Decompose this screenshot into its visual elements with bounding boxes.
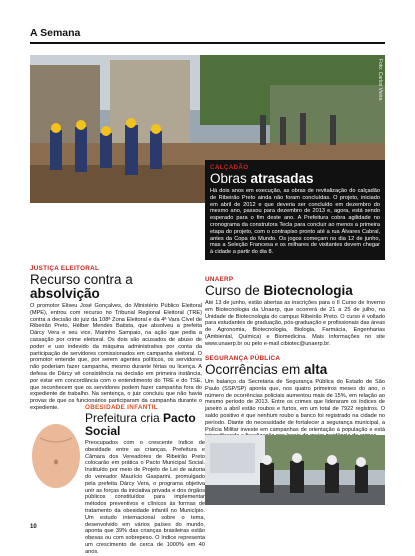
obesidade-kicker: OBESIDADE INFANTIL xyxy=(85,404,158,411)
child-belly-photo xyxy=(30,418,82,490)
obesidade-body: Preocupados com o crescente índice de obesidade entre as crianças, Prefeitura e Câmara dos Vereadores de Ribeirão Preto colocarão em prática o Pacto Municipal Social. Instituído por meio de Projeto de Lei de autoria do vereador Maurício Gasparini, promulgado pela prefeita Dárcy Vera, o programa objetiva unir as forças da iniciativa privada e dos órgãos públicos constituídos para implementar métodos preventivos e clínicos às formas de tratamento da obesidade infantil no Município. Um estudo internacional sobre o tema, desenvolvido em vários países do mundo, aponta que 39% das crianças brasileiras estão obesas ou com sobrepeso. O índice representa um crescimento de cerca de 1000% em 40 anos. xyxy=(85,440,205,555)
police-motorcycle-photo xyxy=(205,435,385,505)
unaerp-title: Curso de Biotecnologia xyxy=(205,283,353,298)
seguranca-title: Ocorrências em alta xyxy=(205,362,328,377)
obesidade-article xyxy=(85,404,205,556)
unaerp-body: Até 13 de junho, estão abertas as inscrições para o II Curso de Inverno em Biotecnologia da Unaerp, que ocorrerá de 21 a 25 de julho, na Unidade de Biotecnologia do campus Ribeirão Preto. O curso é voltado para estudantes de graduação, pós-graduação e profissionais das áreas de Agronomia, Biotecnologia, Biologia, Farmácia, Engenharias (Ambiental, Química) e Biomedicina. Mais informações no site www.unaerp.br ou pelo e-mail cibiotec@unaerp.br. xyxy=(205,300,385,347)
justica-kicker: JUSTIÇA ELEITORAL xyxy=(30,265,100,272)
calcadao-article xyxy=(205,160,385,260)
unaerp-kicker: UNAERP xyxy=(205,276,234,283)
section-title: A Semana xyxy=(30,27,81,39)
justica-body: O promotor Eliseu José Gonçalves, do Ministério Público Eleitoral (MPE), entrou com recurso no Tribunal Regional Eleitoral (TRE) contra a decisão do juiz da 108ª Zona Eleitoral e da 4ª Vara Cível de Ribeirão Preto, Hélber Mendes Batista, que absolveu a prefeita Dárcy Vera e seu vice, Marinho Sampaio, na ação que pedia a cassação por crime eleitoral. Os dois são acusados de abuso de poder e uso indevido da máquina administrativa por conta da participação de servidores comissionados em campanha eleitoral. O promotor entende que, por serem agentes políticos, os servidores não poderiam fazer campanha, mesmo durante férias ou licença. A defesa de Dárcy vê consistência na decisão em primeira instância, por estar em concordância com o entendimento do TRE e do TSE, que reconhecem que os servidores podem fazer campanha fora do expediente de trabalho. Na sentença, o juiz concluiu que não havia provas de que os funcionários participaram da campanha durante o expediente. xyxy=(30,303,202,411)
photo-credit: Foto: Carlos Vieira xyxy=(377,59,383,101)
calcadao-title: Obras atrasadas xyxy=(210,171,314,186)
child-belly-image xyxy=(30,418,82,490)
seguranca-body: Um balanço da Secretaria de Segurança Pública do Estado de São Paulo (SSP/SP) aponta que, nos quatro primeiros meses do ano, o número de ocorrências policiais aumentou mais de 15%, em relação ao mesmo período de 2013. Entre os crimes que lideraram os índices de janeiro a abril estão roubos e furtos, em um total de 7922 registros. O saldo positivo é que nenhum roubo a banco foi registrado na cidade no período. Diante do necessidade de fortalecer a segurança municipal, a Polícia Militar investe em campanhas de orientação à população e está xyxy=(205,379,385,433)
calcadao-kicker: CALÇADÃO xyxy=(210,164,249,171)
justica-article xyxy=(30,265,202,412)
seguranca-kicker: SEGURANÇA PÚBLICA xyxy=(205,355,281,362)
justica-title: Recurso contra a absolvição xyxy=(30,272,133,301)
section-rule xyxy=(30,42,385,44)
unaerp-article xyxy=(205,276,385,348)
seguranca-article xyxy=(205,355,385,440)
calcadao-body: Há dois anos em execução, as obras de revitalização do calçadão de Ribeirão Preto ainda não foram concluídas. O projeto, iniciado em abril de 2012 e que deveria ser concluído em dezembro do mesmo ano, passou para dezembro de 2013 e, agora, está sendo esperado para o fim deste ano. A Prefeitura cobra agilidade no cronograma da construtora Tecla para concluir ao menos a primeira etapa do projeto, com o contrapiso pronto até a rua Álvares Cabral, antes da Copa do Mundo. Os jogos começam no dia 12 de junho, mas a Seleção Francesa e os milhares de visitantes devem chegar à cidade a partir do dia 8. xyxy=(210,188,380,256)
obesidade-title: Prefeitura cria Pacto Social xyxy=(85,411,196,438)
page-number: 10 xyxy=(30,524,37,530)
police-motorcycle-image xyxy=(205,435,385,505)
